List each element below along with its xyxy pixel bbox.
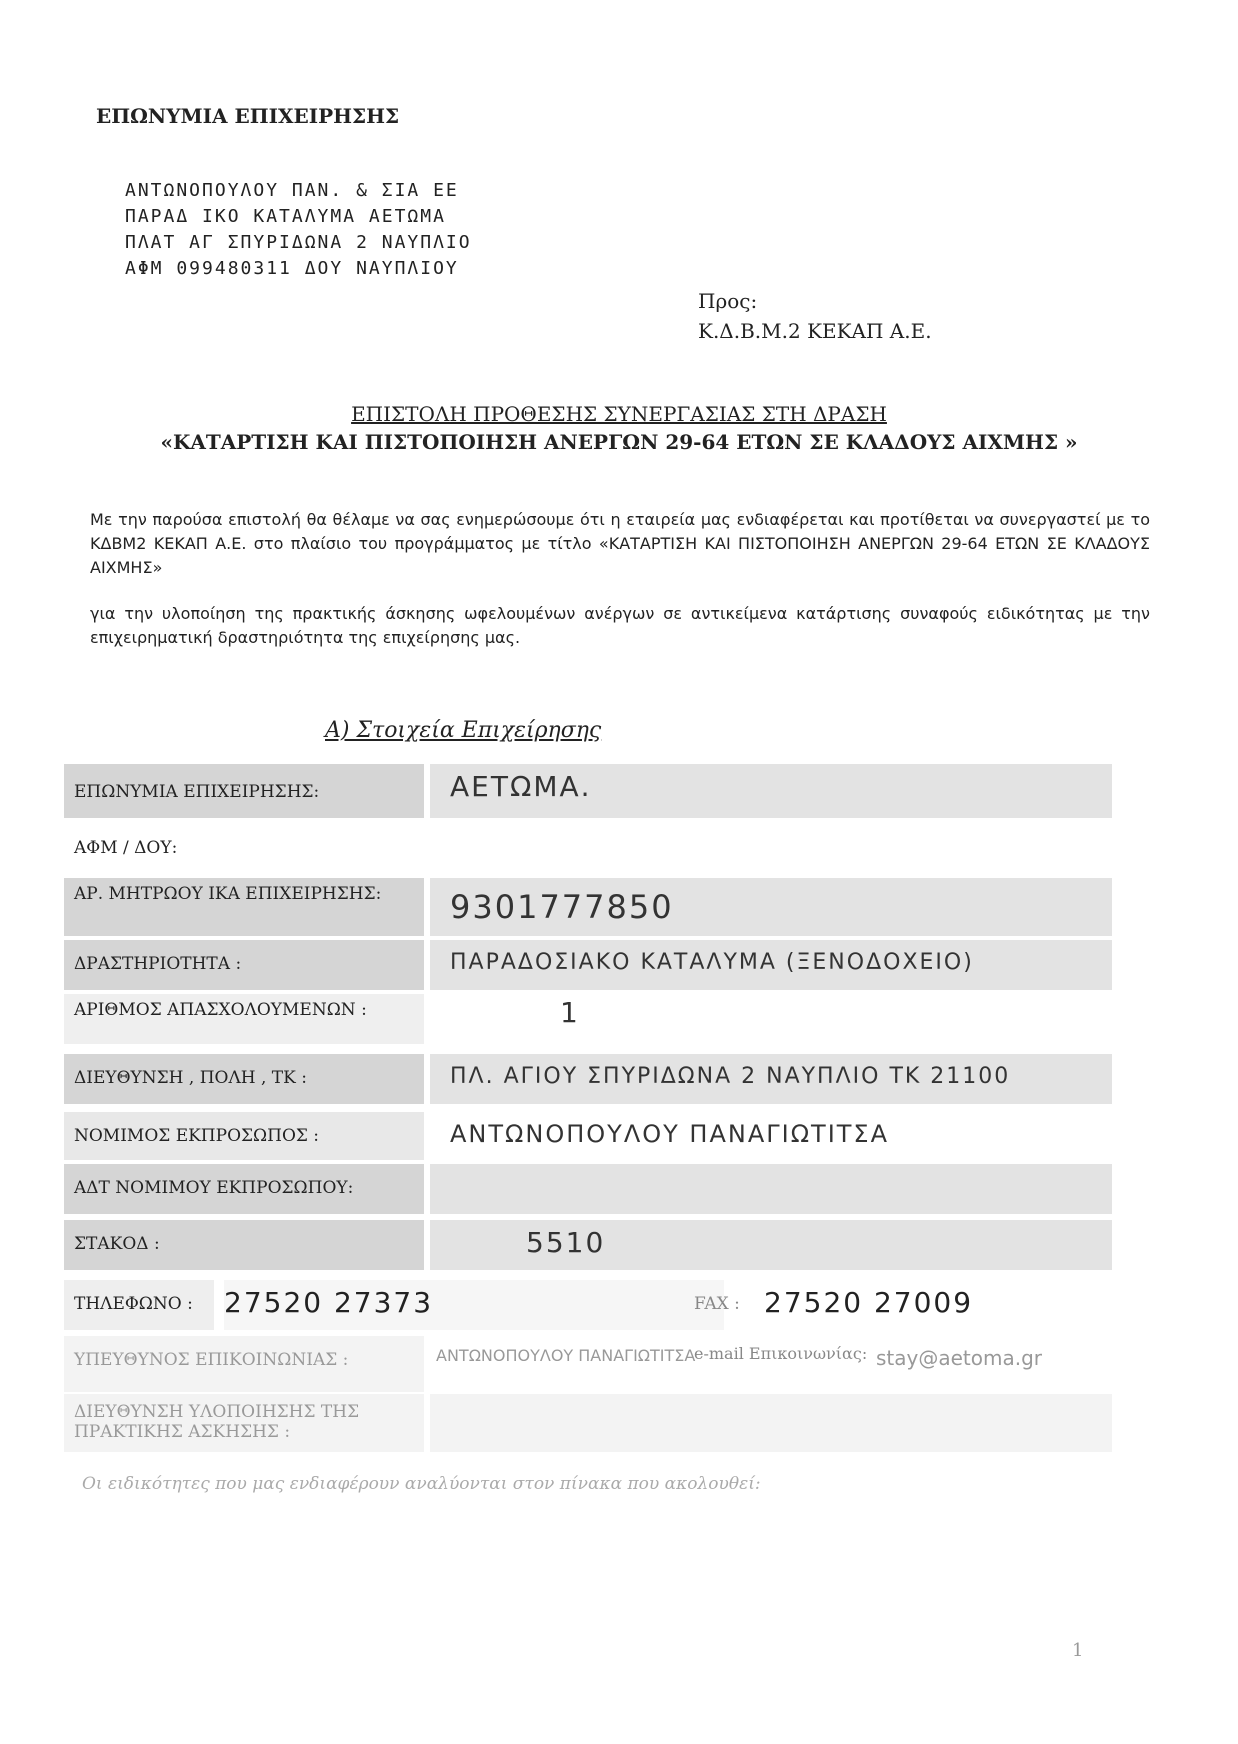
page-number: 1 xyxy=(1072,1640,1084,1661)
value-fax[interactable]: 27520 27009 xyxy=(764,1286,974,1319)
recipient-prefix: Προς: xyxy=(698,289,758,313)
form-row-name xyxy=(64,764,1112,818)
footnote: Οι ειδικότητες που μας ενδιαφέρουν αναλύονται στον πίνακα που ακολουθεί: xyxy=(82,1474,761,1494)
stamp-line: ΠΑΡΑΔ ΙΚΟ ΚΑΤΑΛΥΜΑ ΑΕΤΩΜΑ xyxy=(125,206,446,227)
value-impl[interactable] xyxy=(430,1394,1112,1452)
value-stakod[interactable]: 5510 xyxy=(430,1220,1112,1270)
form-row-stakod xyxy=(64,1220,1112,1270)
company-name-heading: ΕΠΩΝΥΜΙΑ ΕΠΙΧΕΙΡΗΣΗΣ xyxy=(96,104,400,128)
label-stakod: ΣΤΑΚΟΔ : xyxy=(64,1220,424,1270)
form-row-afm xyxy=(64,822,1112,874)
value-email[interactable]: stay@aetoma.gr xyxy=(876,1346,1043,1370)
label-contact: ΥΠΕΥΘΥΝΟΣ ΕΠΙΚΟΙΝΩΝΙΑΣ : xyxy=(64,1336,424,1392)
value-afm[interactable] xyxy=(430,822,1112,874)
label-address: ΔΙΕΥΘΥΝΣΗ , ΠΟΛΗ , ΤΚ : xyxy=(64,1054,424,1104)
value-activity[interactable]: ΠΑΡΑΔΟΣΙΑΚΟ ΚΑΤΑΛΥΜΑ (ΞΕΝΟΔΟΧΕΙΟ) xyxy=(430,940,1112,990)
form-row-phone xyxy=(64,1280,1112,1330)
value-adt[interactable] xyxy=(430,1164,1112,1214)
form-row-rep xyxy=(64,1112,1112,1160)
value-contact[interactable]: ΑΝΤΩΝΟΠΟΥΛΟΥ ΠΑΝΑΓΙΩΤΙΤΣΑ xyxy=(436,1346,696,1365)
value-phone[interactable]: 27520 27373 xyxy=(224,1280,724,1330)
label-rep: ΝΟΜΙΜΟΣ ΕΚΠΡΟΣΩΠΟΣ : xyxy=(64,1112,424,1160)
form-row-employees xyxy=(64,994,1112,1044)
paragraph-1: Με την παρούσα επιστολή θα θέλαμε να σας ενημερώσουμε ότι η εταιρεία μας ενδιαφέρεται και προτίθεται να συνεργαστεί με το ΚΔΒΜ2 ΚΕΚΑΠ Α.Ε. στο πλαίσιο του προγράμματος με τίτλο «ΚΑΤΑΡΤΙΣΗ ΚΑΙ ΠΙΣΤΟΠΟΙΗΣΗ ΑΝΕΡΓΩΝ 29-64 ΕΤΩΝ ΣΕ ΚΛΑΔΟΥΣ ΑΙΧΜΗΣ» xyxy=(90,510,1150,577)
label-activity: ΔΡΑΣΤΗΡΙΟΤΗΤΑ : xyxy=(64,940,424,990)
form-row-contact xyxy=(64,1336,1112,1392)
value-address[interactable]: ΠΛ. ΑΓΙΟΥ ΣΠΥΡΙΔΩΝΑ 2 ΝΑΥΠΛΙΟ ΤΚ 21100 xyxy=(430,1054,1112,1104)
label-ika: ΑΡ. ΜΗΤΡΩΟΥ ΙΚΑ ΕΠΙΧΕΙΡΗΣΗΣ: xyxy=(64,878,424,936)
letter-title-line1: ΕΠΙΣΤΟΛΗ ΠΡΟΘΕΣΗΣ ΣΥΝΕΡΓΑΣΙΑΣ ΣΤΗ ΔΡΑΣΗ xyxy=(351,402,887,426)
label-company-name: ΕΠΩΝΥΜΙΑ ΕΠΙΧΕΙΡΗΣΗΣ: xyxy=(64,764,424,818)
value-rep[interactable]: ΑΝΤΩΝΟΠΟΥΛΟΥ ΠΑΝΑΓΙΩΤΙΤΣΑ xyxy=(430,1112,1112,1160)
section-title: Α) Στοιχεία Επιχείρησης xyxy=(325,718,602,743)
stamp-line: ΑΝΤΩΝΟΠΟΥΛΟΥ ΠΑΝ. & ΣΙΑ ΕΕ xyxy=(125,180,459,201)
recipient-name: Κ.Δ.Β.Μ.2 ΚΕΚΑΠ Α.Ε. xyxy=(698,319,932,343)
letter-title xyxy=(0,400,1238,456)
label-fax: FAX : xyxy=(694,1294,740,1314)
form-row-ika xyxy=(64,878,1112,936)
label-impl: ΔΙΕΥΘΥΝΣΗ ΥΛΟΠΟΙΗΣΗΣ ΤΗΣ ΠΡΑΚΤΙΚΗΣ ΑΣΚΗΣΗΣ : xyxy=(64,1394,424,1452)
form-row-impl xyxy=(64,1394,1112,1452)
paragraph-2: για την υλοποίηση της πρακτικής άσκησης ωφελουμένων ανέργων σε αντικείμενα κατάρτισης συναφούς ειδικότητας με την επιχειρηματική δραστηριότητα της επιχείρησης μας. xyxy=(90,604,1150,647)
label-adt: ΑΔΤ ΝΟΜΙΜΟΥ ΕΚΠΡΟΣΩΠΟΥ: xyxy=(64,1164,424,1214)
label-employees: ΑΡΙΘΜΟΣ ΑΠΑΣΧΟΛΟΥΜΕΝΩΝ : xyxy=(64,994,424,1044)
letter-body xyxy=(90,508,1150,650)
stamp-line: ΑΦΜ 099480311 ΔΟΥ ΝΑΥΠΛΙΟΥ xyxy=(125,258,459,279)
value-employees[interactable]: 1 xyxy=(430,994,1112,1044)
form-row-adt xyxy=(64,1164,1112,1214)
label-afm: ΑΦΜ / ΔΟΥ: xyxy=(64,822,424,874)
value-company-name[interactable]: ΑΕΤΩΜΑ. xyxy=(430,764,1112,818)
letter-title-line2: «ΚΑΤΑΡΤΙΣΗ ΚΑΙ ΠΙΣΤΟΠΟΙΗΣΗ ΑΝΕΡΓΩΝ 29-64 ΕΤΩΝ ΣΕ ΚΛΑΔΟΥΣ ΑΙΧΜΗΣ » xyxy=(160,430,1078,454)
value-ika[interactable]: 9301777850 xyxy=(430,878,1112,936)
recipient-block xyxy=(698,286,932,346)
label-phone: ΤΗΛΕΦΩΝΟ : xyxy=(64,1280,214,1330)
form-row-activity xyxy=(64,940,1112,990)
label-email: e-mail Επικοινωνίας: xyxy=(694,1344,868,1363)
stamp-line: ΠΛΑΤ ΑΓ ΣΠΥΡΙΔΩΝΑ 2 ΝΑΥΠΛΙΟ xyxy=(125,232,472,253)
company-stamp xyxy=(125,178,472,282)
form-row-address xyxy=(64,1054,1112,1104)
